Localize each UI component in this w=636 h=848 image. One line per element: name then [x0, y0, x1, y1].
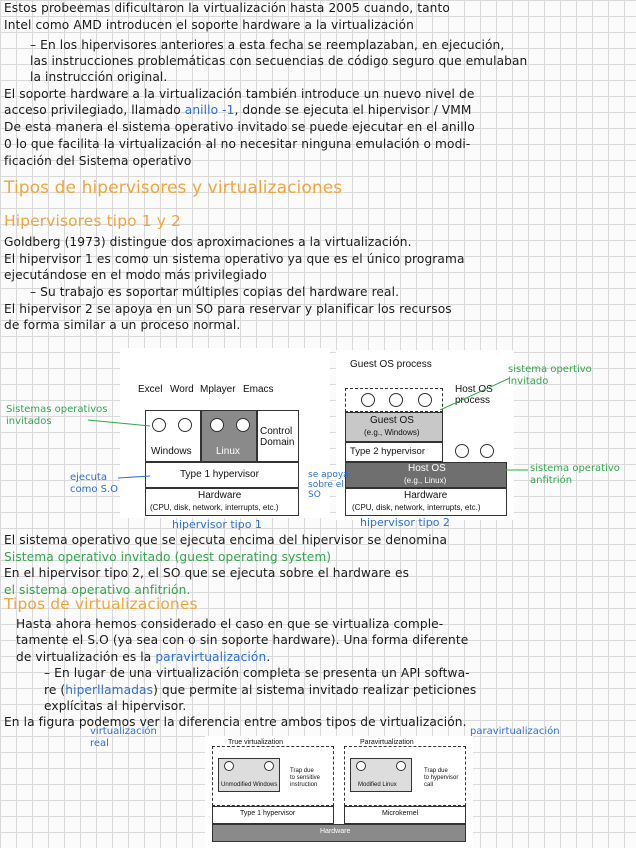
section-heading: Tipos de hipervisores y virtualizaciones — [4, 178, 343, 198]
process-circle — [224, 761, 234, 771]
annotation-para-virt: paravirtualización — [470, 726, 560, 737]
host-os-sub-label: (e.g., Linux) — [404, 476, 447, 485]
note-line — [44, 683, 476, 697]
process-circle — [236, 418, 250, 432]
note-line: En el hipervisor tipo 2, el SO que se ejecuta sobre el hardware es — [4, 566, 410, 580]
type1-hypervisor-label: Type 1 hypervisor — [240, 810, 296, 817]
hypervisor-label: Type 1 hypervisor — [180, 469, 259, 480]
annotation-runs-as-os: ejecuta como S.O — [70, 472, 119, 495]
note-text: re ( — [44, 683, 66, 697]
true-virt-label: True virtualization — [228, 739, 283, 746]
unmodified-windows-label: Unmodified Windows — [221, 782, 278, 788]
guest-os-label: Guest OS — [370, 415, 414, 426]
app-label: Excel — [138, 384, 163, 395]
note-line: ejecutándose en el modo más privilegiado — [4, 268, 267, 282]
process-circle — [264, 761, 274, 771]
modified-linux-label: Modified Linux — [358, 782, 397, 788]
hardware-label: Hardware — [320, 828, 351, 835]
note-line: Hasta ahora hemos considerado el caso en que se virtualiza comple- — [16, 617, 444, 631]
process-circle — [480, 444, 494, 458]
process-circle — [418, 393, 432, 407]
note-highlight: anillo -1 — [184, 103, 235, 117]
note-text: acceso privilegiado, llamado — [4, 103, 185, 117]
figure2-caption: hipervisor tipo 2 — [360, 516, 450, 529]
control-domain-label: Control Domain — [260, 426, 295, 448]
hardware-sub-label: (CPU, disk, network, interrupts, etc.) — [150, 503, 279, 512]
note-line: Estos probeemas dificultaron la virtualización hasta 2005 cuando, tanto — [4, 1, 450, 15]
annotation-host-os: sistema operativo anfitrión — [530, 463, 620, 486]
note-line: Sistema operativo invitado (guest operating system) — [4, 550, 332, 564]
note-text: de virtualización es la — [16, 650, 156, 664]
annotation-guest-os: sistema opertivo invitado — [508, 364, 592, 387]
process-circle — [455, 444, 469, 458]
annotation-guest-os: Sistemas operativos invitados — [6, 404, 108, 427]
subsection-heading: Tipos de virtualizaciones — [4, 595, 198, 613]
hardware-label: Hardware — [404, 490, 448, 501]
note-text: . — [266, 650, 271, 664]
note-line: – En los hipervisores anteriores a esta fecha se reemplazaban, en ejecución, — [30, 38, 505, 52]
app-label: Word — [170, 384, 194, 395]
note-line: En la figura podemos ver la diferencia entre ambos tipos de virtualización. — [4, 715, 467, 729]
trap-hypercall-label: Trap due to hypervisor call — [424, 768, 459, 788]
note-line: – Su trabajo es soportar múltiples copias del hardware real. — [30, 285, 400, 299]
note-line: ficación del Sistema operativo — [4, 154, 192, 168]
note-line: explícitas al hipervisor. — [44, 699, 187, 713]
linux-label: Linux — [216, 446, 240, 457]
note-line: la instrucción original. — [30, 70, 168, 84]
note-line: 0 lo que facilita la virtualización al no necesitar ninguna emulación o modi- — [4, 137, 471, 151]
host-process-label: Host OS process — [455, 384, 493, 406]
process-circle — [396, 761, 406, 771]
windows-label: Windows — [151, 446, 192, 457]
note-line: de forma similar a un proceso normal. — [4, 318, 241, 332]
arrow-icon — [0, 0, 1, 1]
note-line: Goldberg (1973) distingue dos aproximaciones a la virtualización. — [4, 235, 412, 249]
note-line — [16, 650, 270, 664]
note-line: El hipervisor 2 se apoya en un SO para reservar y planificar los recursos — [4, 302, 452, 316]
app-label: Emacs — [243, 384, 274, 395]
note-line: las instrucciones problemáticas con secuencias de código seguro que emulaban — [30, 54, 528, 68]
note-line: El sistema operativo que se ejecuta encima del hipervisor se denomina — [4, 533, 448, 547]
subsection-heading: Hipervisores tipo 1 y 2 — [4, 212, 182, 230]
process-circle — [356, 761, 366, 771]
type2-hypervisor-label: Type 2 hypervisor — [350, 446, 425, 457]
note-highlight: paravirtualización — [155, 650, 267, 664]
hardware-sub-label: (CPU, disk, network, interrupts, etc.) — [352, 503, 481, 512]
process-circle — [178, 418, 192, 432]
guest-os-sub-label: (e.g., Windows) — [364, 428, 420, 437]
process-circle — [152, 418, 166, 432]
note-line: el sistema operativo anfitrión. — [4, 583, 191, 597]
note-line: El soporte hardware a la virtualización también introduce un nuevo nivel de — [4, 87, 475, 101]
process-circle — [361, 393, 375, 407]
note-line — [4, 103, 471, 117]
note-text: , donde se ejecuta el hipervisor / VMM — [234, 103, 472, 117]
note-text: ) que permite al sistema invitado realizar peticiones — [153, 683, 477, 697]
annotation-true-virt: virtualización real — [90, 726, 157, 749]
trap-sensitive-label: Trap due to sensitive instruction — [290, 768, 321, 788]
note-line: Intel como AMD introducen el soporte hardware a la virtualización — [4, 18, 414, 32]
process-circle — [210, 418, 224, 432]
microkernel-label: Microkernel — [382, 810, 419, 817]
note-highlight: hiperllamadas — [65, 683, 154, 697]
annotation-runs-on-os: se apoya sobre el SO — [308, 470, 349, 500]
para-virt-label: Paravirtualization — [360, 739, 414, 746]
note-line: – En lugar de una virtualización completa se presenta un API softwa- — [44, 666, 470, 680]
note-line: El hipervisor 1 es como un sistema operativo ya que es el único programa — [4, 252, 465, 266]
app-label: Mplayer — [200, 384, 236, 395]
note-line: De esta manera el sistema operativo invitado se puede ejecutar en el anillo — [4, 120, 475, 134]
figure1-caption: hipervisor tipo 1 — [172, 518, 262, 531]
process-circle — [389, 393, 403, 407]
host-os-label: Host OS — [408, 463, 446, 474]
hardware-label: Hardware — [198, 490, 242, 501]
note-line: tamente el S.O (ya sea con o sin soporte hardware). Una forma diferente — [16, 633, 469, 647]
guest-process-label: Guest OS process — [350, 359, 432, 370]
